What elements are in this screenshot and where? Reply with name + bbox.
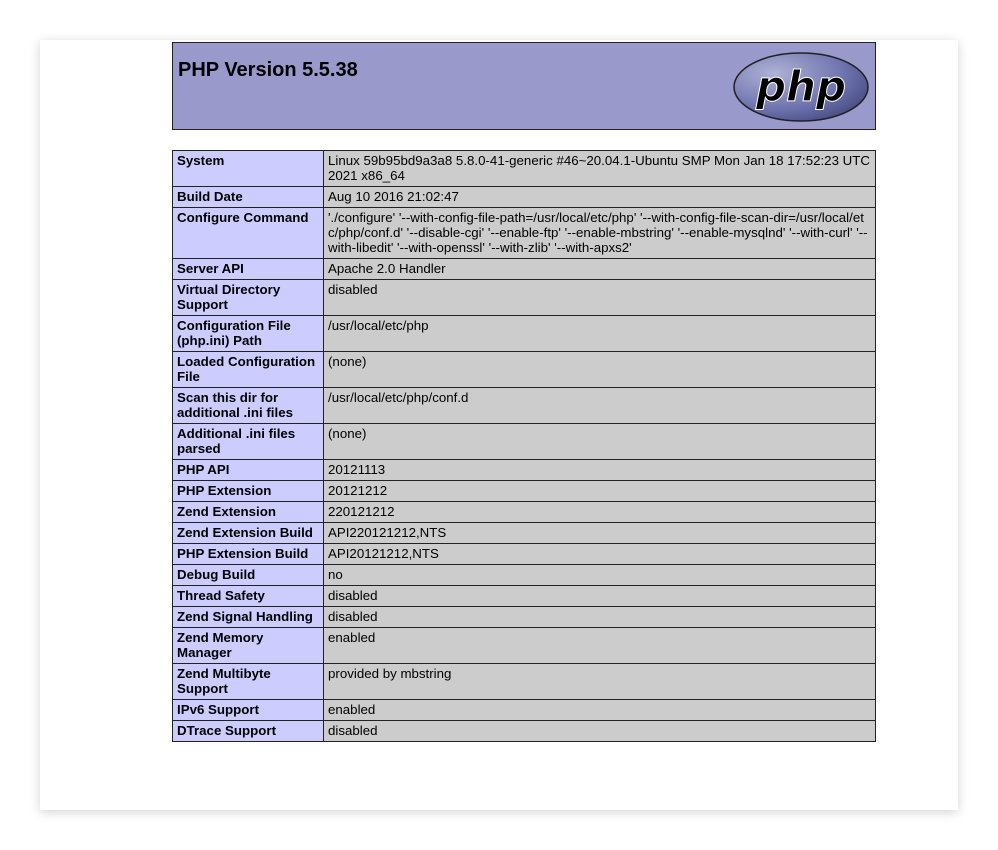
info-table	[172, 150, 876, 742]
row-key: Zend Multibyte Support	[173, 664, 324, 700]
table-row	[173, 523, 876, 544]
row-key: Thread Safety	[173, 586, 324, 607]
row-value: enabled	[324, 628, 876, 664]
table-row	[173, 151, 876, 187]
table-row	[173, 316, 876, 352]
row-value: enabled	[324, 700, 876, 721]
row-value: 20121212	[324, 481, 876, 502]
phpinfo-header	[172, 42, 876, 130]
row-key: Debug Build	[173, 565, 324, 586]
row-key: Configure Command	[173, 208, 324, 259]
table-row	[173, 280, 876, 316]
row-value: /usr/local/etc/php	[324, 316, 876, 352]
row-key: Build Date	[173, 187, 324, 208]
row-key: Scan this dir for additional .ini files	[173, 388, 324, 424]
table-row	[173, 481, 876, 502]
table-row	[173, 352, 876, 388]
row-value: disabled	[324, 721, 876, 742]
info-table-body	[173, 151, 876, 742]
table-row	[173, 388, 876, 424]
row-value: disabled	[324, 280, 876, 316]
table-row	[173, 700, 876, 721]
page-frame	[40, 40, 958, 810]
row-key: DTrace Support	[173, 721, 324, 742]
row-value: (none)	[324, 424, 876, 460]
table-row	[173, 664, 876, 700]
table-row	[173, 544, 876, 565]
row-value: 220121212	[324, 502, 876, 523]
row-value: disabled	[324, 607, 876, 628]
table-row	[173, 721, 876, 742]
table-row	[173, 628, 876, 664]
row-value: disabled	[324, 586, 876, 607]
php-logo-icon[interactable]	[732, 51, 870, 123]
row-key: Zend Extension	[173, 502, 324, 523]
phpinfo-content	[172, 42, 876, 742]
row-key: Virtual Directory Support	[173, 280, 324, 316]
row-value: Apache 2.0 Handler	[324, 259, 876, 280]
table-row	[173, 502, 876, 523]
row-value: './configure' '--with-config-file-path=/usr/local/etc/php' '--with-config-file-scan-dir=/usr/local/etc/php/conf.d' '--disable-cgi' '--enable-ftp' '--enable-mbstring' '--enable-mysqlnd' '--with-curl' '--with-libedit' '--with-openssl' '--with-zlib' '--with-apxs2'	[324, 208, 876, 259]
row-value: provided by mbstring	[324, 664, 876, 700]
table-row	[173, 208, 876, 259]
page-title: PHP Version 5.5.38	[178, 59, 358, 81]
row-key: PHP Extension	[173, 481, 324, 502]
row-value: API20121212,NTS	[324, 544, 876, 565]
row-value: no	[324, 565, 876, 586]
row-key: Additional .ini files parsed	[173, 424, 324, 460]
row-value: Linux 59b95bd9a3a8 5.8.0-41-generic #46~20.04.1-Ubuntu SMP Mon Jan 18 17:52:23 UTC 2021 x86_64	[324, 151, 876, 187]
table-row	[173, 259, 876, 280]
row-value: Aug 10 2016 21:02:47	[324, 187, 876, 208]
table-row	[173, 460, 876, 481]
row-key: System	[173, 151, 324, 187]
php-logo-text: php	[755, 62, 847, 111]
table-row	[173, 187, 876, 208]
row-value: (none)	[324, 352, 876, 388]
row-value: API220121212,NTS	[324, 523, 876, 544]
row-value: 20121113	[324, 460, 876, 481]
row-key: Server API	[173, 259, 324, 280]
row-key: Configuration File (php.ini) Path	[173, 316, 324, 352]
row-key: PHP Extension Build	[173, 544, 324, 565]
row-key: Zend Memory Manager	[173, 628, 324, 664]
table-row	[173, 424, 876, 460]
row-key: Loaded Configuration File	[173, 352, 324, 388]
row-key: Zend Signal Handling	[173, 607, 324, 628]
table-row	[173, 586, 876, 607]
table-row	[173, 607, 876, 628]
row-key: IPv6 Support	[173, 700, 324, 721]
row-value: /usr/local/etc/php/conf.d	[324, 388, 876, 424]
row-key: PHP API	[173, 460, 324, 481]
row-key: Zend Extension Build	[173, 523, 324, 544]
table-row	[173, 565, 876, 586]
